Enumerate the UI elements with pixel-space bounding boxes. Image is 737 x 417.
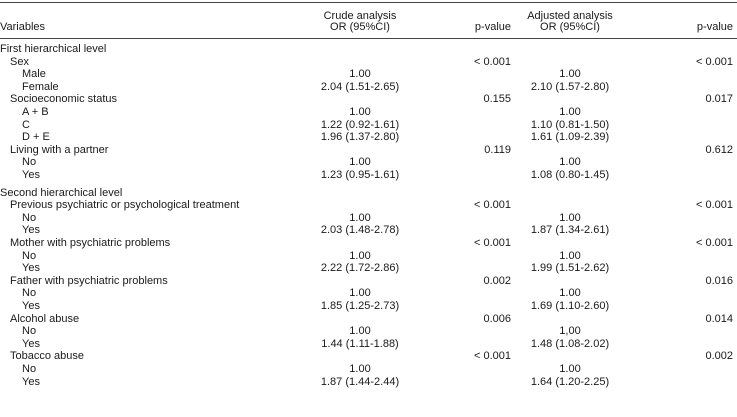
adjusted-p-value-cell: 0.002 [705, 350, 733, 363]
row-label: No [22, 325, 37, 338]
crude-or-cell: 1.00 [349, 211, 371, 224]
crude-or-cell: 1.00 [349, 363, 371, 375]
adjusted-p-value-cell: 0.016 [705, 274, 733, 287]
adjusted-p-value-cell: < 0.001 [695, 199, 733, 212]
adjusted-or-cell: 1.00 [559, 106, 581, 118]
row-label: No [22, 363, 37, 375]
adjusted-or-cell: 1.08 (0.80-1.45) [530, 169, 610, 181]
crude-or-cell: 1.00 [349, 68, 371, 81]
crude-or-cell: 1.00 [349, 287, 371, 300]
header-rule [0, 38, 737, 39]
crude-p-value-cell: < 0.001 [473, 350, 511, 363]
row-label: Alcohol abuse [10, 312, 80, 325]
p-value-header-adjusted: p-value [696, 21, 733, 33]
row-label: Sex [10, 55, 29, 68]
adjusted-or-cell: 1.99 (1.51-2.62) [530, 262, 610, 275]
row-label: D + E [22, 131, 50, 144]
crude-or-cell: 1.00 [349, 156, 371, 169]
row-label: Second hierarchical level [0, 186, 123, 199]
adjusted-or-cell: 1.00 [559, 249, 581, 262]
crude-p-value-cell: 0.119 [484, 143, 511, 156]
row-label: Male [22, 68, 46, 81]
row-label: C [22, 118, 30, 131]
crude-or-cell: 2.04 (1.51-2.65) [320, 80, 400, 93]
row-label: Yes [22, 300, 40, 312]
crude-or-cell: 1.85 (1.25-2.73) [320, 300, 400, 312]
adjusted-or-cell: 1.00 [559, 156, 581, 169]
row-label: Yes [22, 375, 40, 388]
crude-or-cell: 1.44 (1.11-1.88) [321, 337, 399, 350]
adjusted-p-value-cell: < 0.001 [695, 55, 733, 68]
adjusted-or-cell: 2.10 (1.57-2.80) [530, 80, 610, 93]
p-value-header-crude: p-value [474, 21, 511, 33]
adjusted-or-cell: 1.61 (1.09-2.39) [530, 131, 610, 144]
row-label: No [22, 287, 37, 300]
row-label: No [22, 156, 37, 169]
row-label: Father with psychiatric problems [10, 274, 168, 287]
adjusted-p-value-cell: < 0.001 [695, 237, 733, 249]
row-label: Mother with psychiatric problems [10, 237, 171, 249]
adjusted-or-cell: 1.00 [559, 211, 581, 224]
crude-or-header: OR (95%CI) [330, 21, 390, 33]
row-label: Female [22, 80, 59, 93]
row-label: Previous psychiatric or psychological treatment [10, 199, 240, 212]
crude-or-cell: 1.87 (1.44-2.44) [320, 375, 400, 388]
crude-or-cell: 2.22 (1.72-2.86) [320, 262, 400, 275]
table-top-rule [0, 2, 737, 3]
crude-or-cell: 1.22 (0.92-1.61) [320, 118, 400, 131]
crude-or-cell: 1.00 [349, 249, 371, 262]
adjusted-or-cell: 1.10 (0.81-1.50) [530, 118, 610, 131]
adjusted-p-value-cell: 0.017 [705, 93, 733, 106]
adjusted-p-value-cell: 0.014 [705, 312, 733, 325]
crude-or-cell: 1.00 [349, 325, 371, 338]
crude-p-value-cell: < 0.001 [473, 199, 511, 212]
crude-p-value-cell: 0.002 [483, 274, 511, 287]
adjusted-or-cell: 1,00 [559, 325, 581, 338]
adjusted-p-value-cell: 0.612 [705, 143, 733, 156]
adjusted-or-cell: 1.64 (1.20-2.25) [530, 375, 610, 388]
adjusted-or-header: OR (95%CI) [540, 21, 600, 33]
row-label: Yes [22, 169, 40, 181]
adjusted-or-cell: 1.00 [559, 287, 581, 300]
crude-p-value-cell: 0.155 [483, 93, 511, 106]
row-label: First hierarchical level [0, 43, 107, 55]
variables-header: Variables [0, 21, 46, 33]
crude-or-cell: 1.23 (0.95-1.61) [320, 169, 400, 181]
row-label: Socioeconomic status [10, 93, 117, 106]
crude-analysis-header: Crude analysis [323, 10, 397, 22]
adjusted-or-cell: 1.48 (1.08-2.02) [530, 337, 610, 350]
row-label: Yes [22, 224, 40, 237]
row-label: Yes [22, 262, 40, 275]
row-label: Living with a partner [10, 143, 109, 156]
row-label: A + B [22, 106, 49, 118]
row-label: Yes [22, 337, 40, 350]
crude-p-value-cell: < 0.001 [473, 55, 511, 68]
crude-p-value-cell: < 0.001 [473, 237, 511, 249]
adjusted-or-cell: 1.69 (1.10-2.60) [530, 300, 610, 312]
adjusted-or-cell: 1.87 (1.34-2.61) [530, 224, 610, 237]
adjusted-or-cell: 1.00 [559, 68, 581, 81]
crude-p-value-cell: 0.006 [483, 312, 511, 325]
crude-or-cell: 1.00 [349, 106, 371, 118]
crude-or-cell: 2.03 (1.48-2.78) [320, 224, 400, 237]
row-label: No [22, 211, 37, 224]
crude-or-cell: 1.96 (1.37-2.80) [320, 131, 400, 144]
adjusted-or-cell: 1.00 [559, 363, 581, 375]
adjusted-analysis-header: Adjusted analysis [527, 10, 613, 22]
row-label: Tobacco abuse [10, 350, 84, 363]
row-label: No [22, 249, 37, 262]
